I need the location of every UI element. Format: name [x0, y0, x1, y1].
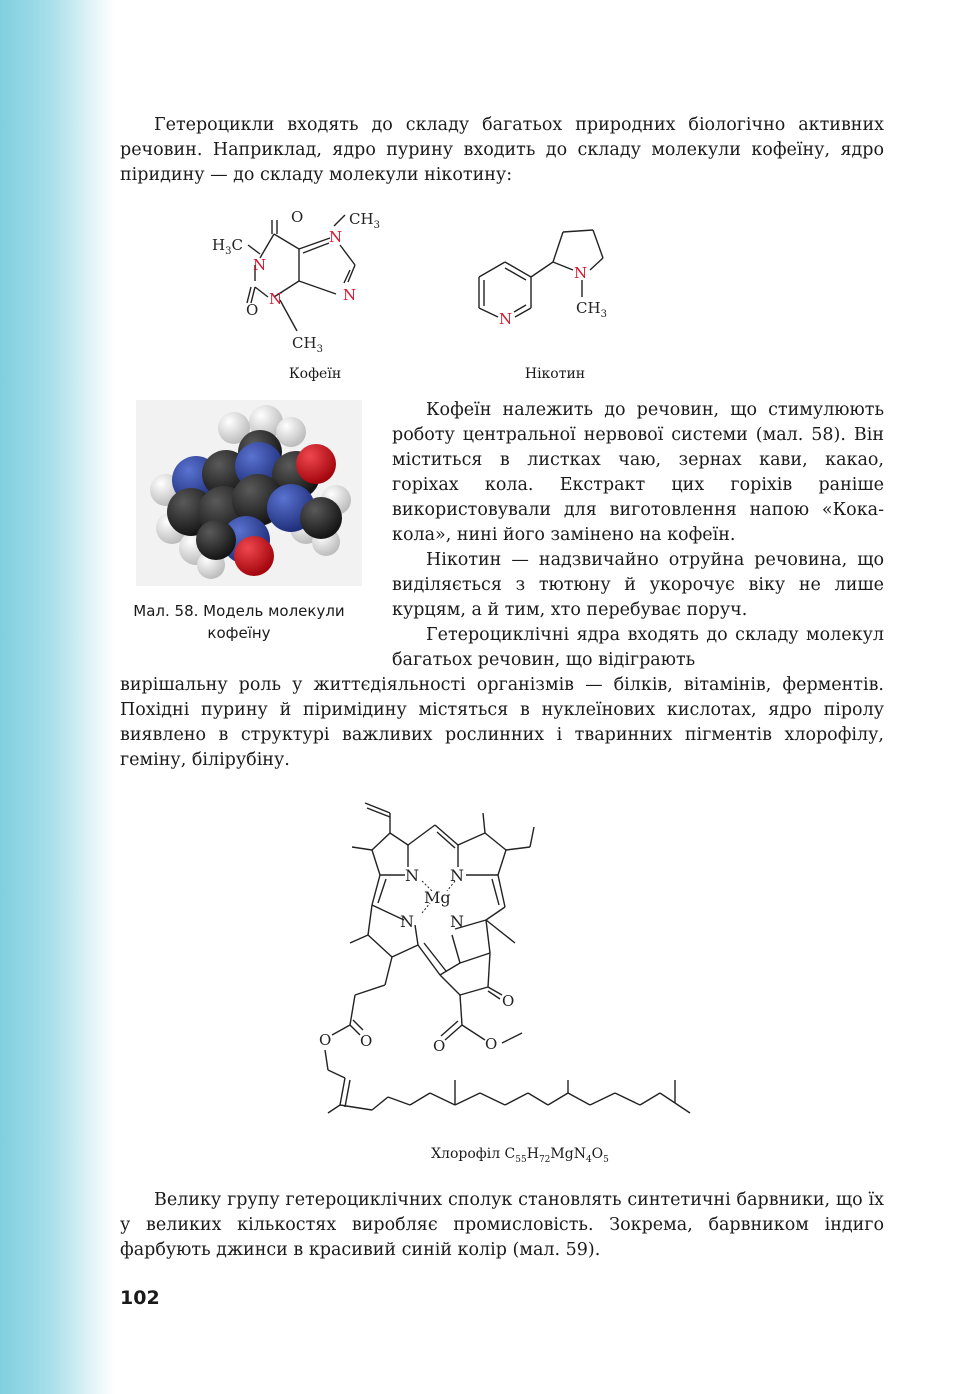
chlorophyll-caption: Хлорофіл $C_{55}H_{72}MgN_4O_5$: [431, 1146, 609, 1165]
caffeine-h3c: $H_3C$: [212, 236, 243, 257]
caffeine-paragraph: Кофеїн належить до речовин, що стимулюють роботу центральної нервової системи (мал. 58). Він міститься в листках чаю, зернах кави, какао, горіхах кола. Екстракт цих горіхів раніше використовували для виготовлення напою «Кока-кола», нині його замінено на кофеїн.: [392, 400, 884, 545]
caffeine-o-bottom: O: [246, 301, 259, 319]
chlorophyll-o-ester-carbonyl: O: [433, 1037, 446, 1055]
caffeine-ch3-top: $CH_3$: [349, 210, 380, 231]
nicotine-structure: [465, 210, 630, 335]
chlorophyll-o-ester-methoxy: O: [485, 1035, 498, 1053]
caffeine-n7: N: [329, 228, 343, 246]
heterocycle-paragraph-tail: вирішальну роль у життєдіяльності організмів — білків, вітамінів, ферментів. Похідні пурину й піримідину містяться в нуклеїнових кислотах, ядро піролу виявлено в структурі важливих рослинних і тваринних пігментів хлорофілу, геміну, білірубіну.: [120, 675, 884, 770]
page-edge-strip: [0, 0, 115, 1394]
chlorophyll-mg: Mg: [424, 888, 451, 907]
figure-58-caption-line2: кофеїну: [207, 624, 271, 642]
chlorophyll-structure: [300, 795, 700, 1135]
nicotine-n-pyrrolidine: N: [574, 264, 588, 282]
nicotine-caption: Нікотин: [524, 366, 586, 382]
chlorophyll-o-propionate: O: [360, 1032, 373, 1050]
caffeine-n9: N: [343, 286, 357, 304]
caffeine-structure: [205, 198, 405, 358]
caffeine-n3: N: [269, 290, 283, 308]
dyes-paragraph: Велику групу гетероциклічних сполук становлять синтетичні барвники, що їх у великих кількостях виробляє промисловість. Зокрема, барвником індиго фарбують джинси в красивий синій колір (мал. 59).: [120, 1190, 884, 1260]
chlorophyll-n-d: N: [400, 912, 414, 931]
figure-58-caption-line1: Мал. 58. Модель молекули: [133, 602, 345, 620]
nicotine-paragraph: Нікотин — надзвичайно отруйна речовина, що виділяється з тютюну й укорочує віку не лише курцям, а й тим, хто перебуває поруч.: [392, 550, 884, 620]
chlorophyll-n-a: N: [405, 866, 419, 885]
page-number: 102: [120, 1287, 160, 1309]
caffeine-ch3-bottom: $CH_3$: [292, 334, 323, 355]
chlorophyll-o-phytyl: O: [319, 1031, 332, 1049]
caffeine-n1: N: [253, 256, 267, 274]
intro-paragraph: Гетероцикли входять до складу багатьох природних біологічно активних речовин. Наприклад, ядро пурину входить до складу молекули кофеїну, ядро піридину — до складу молекули нікотину:: [120, 115, 884, 185]
caffeine-space-filling-model: [136, 400, 362, 586]
nicotine-ch3: $CH_3$: [576, 299, 607, 320]
nicotine-n-pyridine: N: [499, 310, 513, 328]
caffeine-o-top: O: [291, 208, 304, 226]
chlorophyll-o-ketone: O: [502, 992, 515, 1010]
figure-58-caption: [122, 600, 356, 644]
heterocycle-paragraph-head: Гетероциклічні ядра входять до складу молекул багатьох речовин, що відіграють: [392, 625, 884, 670]
caffeine-caption: Кофеїн: [288, 366, 342, 382]
chlorophyll-n-c: N: [450, 912, 464, 931]
chlorophyll-n-b: N: [450, 866, 464, 885]
